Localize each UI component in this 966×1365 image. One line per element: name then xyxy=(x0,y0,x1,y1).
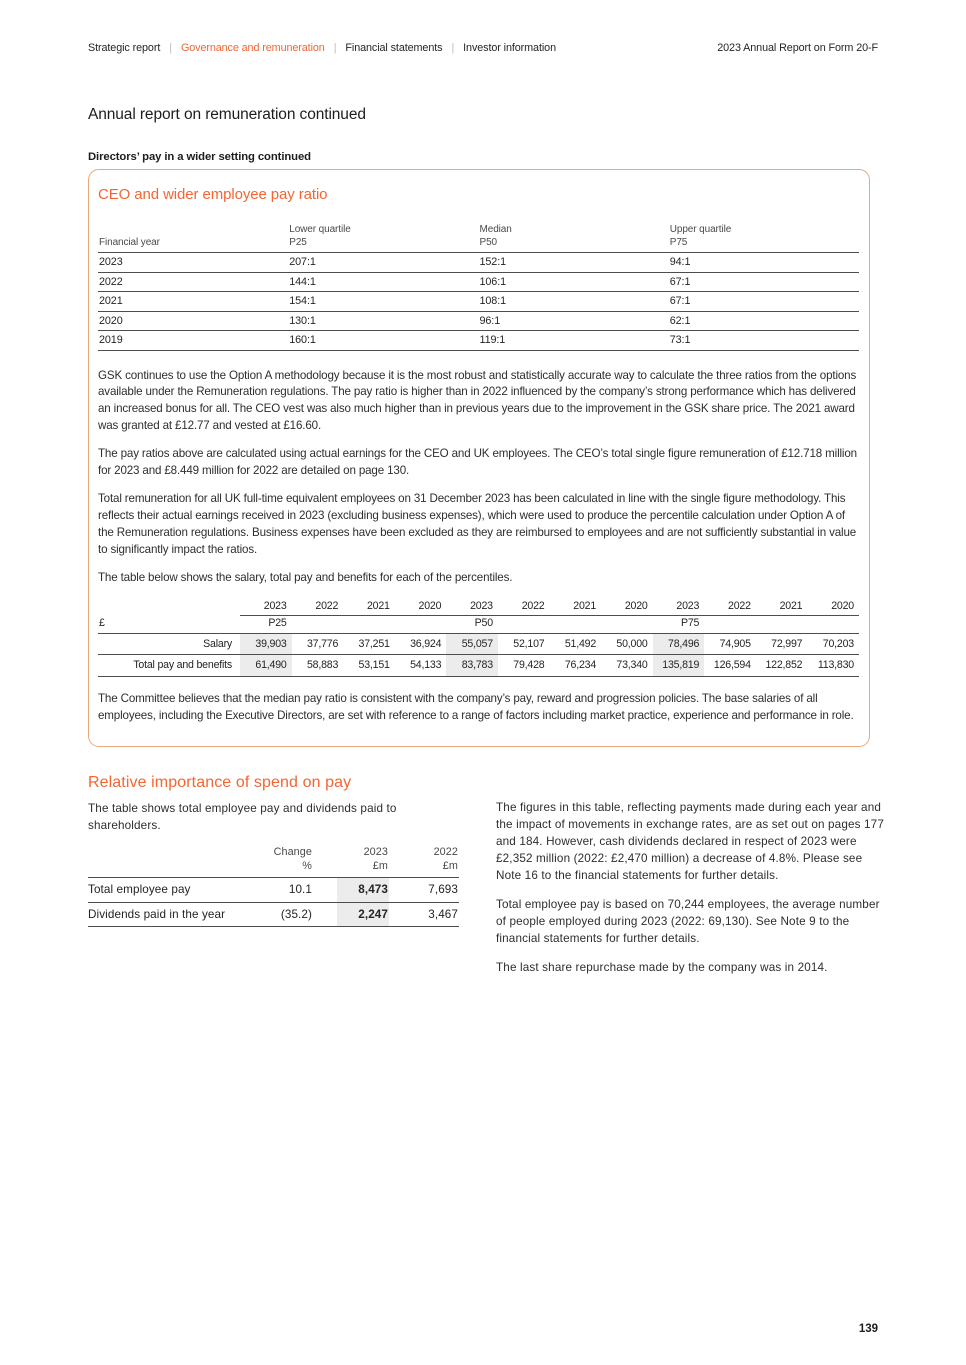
percentile-group-row xyxy=(98,616,859,634)
salary-cell: 72,997 xyxy=(756,633,808,655)
total-cell: 58,883 xyxy=(292,655,344,677)
row-label: Total pay and benefits xyxy=(98,655,240,677)
cell-p75: 94:1 xyxy=(669,253,859,273)
salary-cell: 37,251 xyxy=(343,633,395,655)
nav-separator: | xyxy=(451,42,455,54)
cell-p25: 154:1 xyxy=(288,292,478,312)
cell-p75: 67:1 xyxy=(669,292,859,312)
box-heading: CEO and wider employee pay ratio xyxy=(98,186,328,203)
cell-p50: 119:1 xyxy=(479,331,669,351)
year-cell: 2023 xyxy=(240,598,292,616)
percentile-year-row xyxy=(98,598,859,616)
paragraph-dividends-declared: The figures in this table, reflecting payments made during each year and the impact of movements in exchange rates, are as set out on pages 177 and 184. However, cash dividends declared in respect of 2023 were £2,352 million (2022: £2,470 million) a decrease of 4.8%. Please see Note 16 to the financial statements for further details. xyxy=(496,801,884,882)
paragraph-total-remuneration: Total remuneration for all UK full-time equivalent employees on 31 December 2023 has been calculated in line with the single figure methodology. This reflects their actual earnings received in 2023 (excluding business expenses), which were used to produce the percentile calculation under Option A of the Remuneration regulations. Business expenses have been excluded as they are reimbursed to employees and are not sufficiently substantial in value to significantly impact the ratios. xyxy=(98,491,857,556)
paragraph-table-intro: The table below shows the salary, total pay and benefits for each of the percentiles. xyxy=(98,570,513,584)
empty-cell xyxy=(395,616,447,634)
value-2023-cell: 8,473 xyxy=(313,878,389,903)
spend-table xyxy=(88,845,459,927)
nav-item-financial-statements[interactable]: Financial statements xyxy=(345,42,443,54)
row-label: Dividends paid in the year xyxy=(88,902,238,927)
salary-cell: 74,905 xyxy=(704,633,756,655)
year-cell: 2021 xyxy=(756,598,808,616)
total-cell: 79,428 xyxy=(498,655,550,677)
percentile-table xyxy=(98,598,859,677)
year-cell: 2020 xyxy=(395,598,447,616)
nav-separator: | xyxy=(169,42,172,54)
year-cell: 2023 xyxy=(446,598,498,616)
year-cell: 2020 xyxy=(601,598,653,616)
cell-p25: 144:1 xyxy=(288,272,478,292)
row-label: Salary xyxy=(98,633,240,655)
table-row xyxy=(98,253,859,273)
spend-intro-text: The table shows total employee pay and dividends paid to shareholders. xyxy=(88,802,397,832)
cell-p75: 62:1 xyxy=(669,311,859,331)
value-2022-cell: 7,693 xyxy=(389,878,459,903)
nav-item-governance-remuneration[interactable]: Governance and remuneration xyxy=(180,42,325,54)
spend-section-heading: Relative importance of spend on pay xyxy=(88,774,352,791)
pay-ratio-header-row xyxy=(98,224,859,253)
year-cell: 2022 xyxy=(292,598,344,616)
col-header-change: Change % xyxy=(238,845,313,878)
group-label-p50: P50 xyxy=(446,616,498,634)
cell-year: 2023 xyxy=(98,253,288,273)
empty-cell xyxy=(756,616,808,634)
table-row xyxy=(98,311,859,331)
nav-separator: | xyxy=(333,42,337,54)
col-header-upper-quartile: Upper quartile P75 xyxy=(669,224,859,253)
cell-year: 2019 xyxy=(98,331,288,351)
cell-p50: 96:1 xyxy=(479,311,669,331)
cell-p50: 108:1 xyxy=(479,292,669,312)
total-cell: 53,151 xyxy=(343,655,395,677)
currency-label: £ xyxy=(98,616,240,634)
group-label-p75: P75 xyxy=(653,616,705,634)
pay-ratio-table xyxy=(98,224,859,351)
empty-cell xyxy=(292,616,344,634)
cell-p50: 152:1 xyxy=(479,253,669,273)
salary-cell: 70,203 xyxy=(807,633,859,655)
paragraph-share-repurchase: The last share repurchase made by the company was in 2014. xyxy=(496,961,828,974)
table-row xyxy=(98,292,859,312)
cell-p75: 67:1 xyxy=(669,272,859,292)
salary-cell: 36,924 xyxy=(395,633,447,655)
total-cell: 61,490 xyxy=(240,655,292,677)
empty-cell xyxy=(343,616,395,634)
spend-header-row xyxy=(88,845,459,878)
empty-cell xyxy=(498,616,550,634)
nav-item-strategic-report[interactable]: Strategic report xyxy=(88,42,161,54)
value-2022-cell: 3,467 xyxy=(389,902,459,927)
salary-cell: 37,776 xyxy=(292,633,344,655)
paragraph-pay-ratios: The pay ratios above are calculated using actual earnings for the CEO and UK employees. The CEO’s total single figure remuneration of £12.718 million for 2023 and £8.449 million for 2022 are detailed on page 130. xyxy=(98,447,857,478)
report-name: 2023 Annual Report on Form 20-F xyxy=(717,42,878,54)
page-number: 139 xyxy=(858,1323,878,1335)
empty-cell xyxy=(807,616,859,634)
col-header-2022: 2022 £m xyxy=(389,845,459,878)
cell-p25: 207:1 xyxy=(288,253,478,273)
top-nav xyxy=(88,42,878,54)
total-cell: 126,594 xyxy=(704,655,756,677)
paragraph-employee-count: Total employee pay is based on 70,244 employees, the average number of people employed during 2023 (2022: 69,130). See Note 9 to the financial statements for further details. xyxy=(496,898,880,945)
salary-cell: 78,496 xyxy=(653,633,705,655)
salary-cell: 50,000 xyxy=(601,633,653,655)
cell-year: 2021 xyxy=(98,292,288,312)
table-row-dividends-paid xyxy=(88,902,459,927)
cell-p25: 130:1 xyxy=(288,311,478,331)
year-cell: 2023 xyxy=(653,598,705,616)
col-header-2023: 2023 £m xyxy=(313,845,389,878)
total-cell: 135,819 xyxy=(653,655,705,677)
col-header-financial-year: Financial year xyxy=(98,224,288,253)
total-pay-row xyxy=(98,655,859,677)
empty-cell xyxy=(98,598,240,616)
section-nav xyxy=(88,42,556,54)
group-label-p25: P25 xyxy=(240,616,292,634)
table-row-total-employee-pay xyxy=(88,878,459,903)
cell-year: 2020 xyxy=(98,311,288,331)
salary-cell: 39,903 xyxy=(240,633,292,655)
cell-p75: 73:1 xyxy=(669,331,859,351)
nav-item-investor-information[interactable]: Investor information xyxy=(463,42,556,54)
year-cell: 2022 xyxy=(704,598,756,616)
salary-cell: 51,492 xyxy=(549,633,601,655)
total-cell: 54,133 xyxy=(395,655,447,677)
page-subtitle: Directors’ pay in a wider setting continued xyxy=(88,151,311,163)
paragraph-methodology: GSK continues to use the Option A methodology because it is the most robust and statistically accurate way to calculate the three ratios from the options available under the Remuneration regulations. The pay ratio is higher than in 2022 influenced by the company’s strong performance which has delivered an increased bonus for all. The CEO vest was also much higher than in previous years due to the improvement in the GSK share price. The 2021 award was granted at £12.77 and vested at £16.60. xyxy=(98,368,857,433)
empty-cell xyxy=(601,616,653,634)
total-cell: 122,852 xyxy=(756,655,808,677)
change-cell: 10.1 xyxy=(238,878,313,903)
paragraph-committee-belief: The Committee believes that the median pay ratio is consistent with the company’s pay, reward and progression policies. The base salaries of all employees, including the Executive Directors, are set with reference to a range of factors including market practice, experience and performance in role. xyxy=(98,691,854,722)
salary-cell: 52,107 xyxy=(498,633,550,655)
value-2023-cell: 2,247 xyxy=(313,902,389,927)
spend-right-column xyxy=(496,799,884,988)
total-cell: 73,340 xyxy=(601,655,653,677)
change-cell: (35.2) xyxy=(238,902,313,927)
col-header-median: Median P50 xyxy=(479,224,669,253)
year-cell: 2022 xyxy=(498,598,550,616)
page-title: Annual report on remuneration continued xyxy=(88,106,366,123)
empty-cell xyxy=(88,845,238,878)
total-cell: 76,234 xyxy=(549,655,601,677)
year-cell: 2020 xyxy=(807,598,859,616)
empty-cell xyxy=(549,616,601,634)
ceo-pay-ratio-box xyxy=(88,169,870,747)
cell-p25: 160:1 xyxy=(288,331,478,351)
table-row xyxy=(98,272,859,292)
total-cell: 113,830 xyxy=(807,655,859,677)
cell-p50: 106:1 xyxy=(479,272,669,292)
empty-cell xyxy=(704,616,756,634)
col-header-lower-quartile: Lower quartile P25 xyxy=(288,224,478,253)
salary-row xyxy=(98,633,859,655)
year-cell: 2021 xyxy=(549,598,601,616)
salary-cell: 55,057 xyxy=(446,633,498,655)
cell-year: 2022 xyxy=(98,272,288,292)
row-label: Total employee pay xyxy=(88,878,238,903)
table-row xyxy=(98,331,859,351)
year-cell: 2021 xyxy=(343,598,395,616)
total-cell: 83,783 xyxy=(446,655,498,677)
